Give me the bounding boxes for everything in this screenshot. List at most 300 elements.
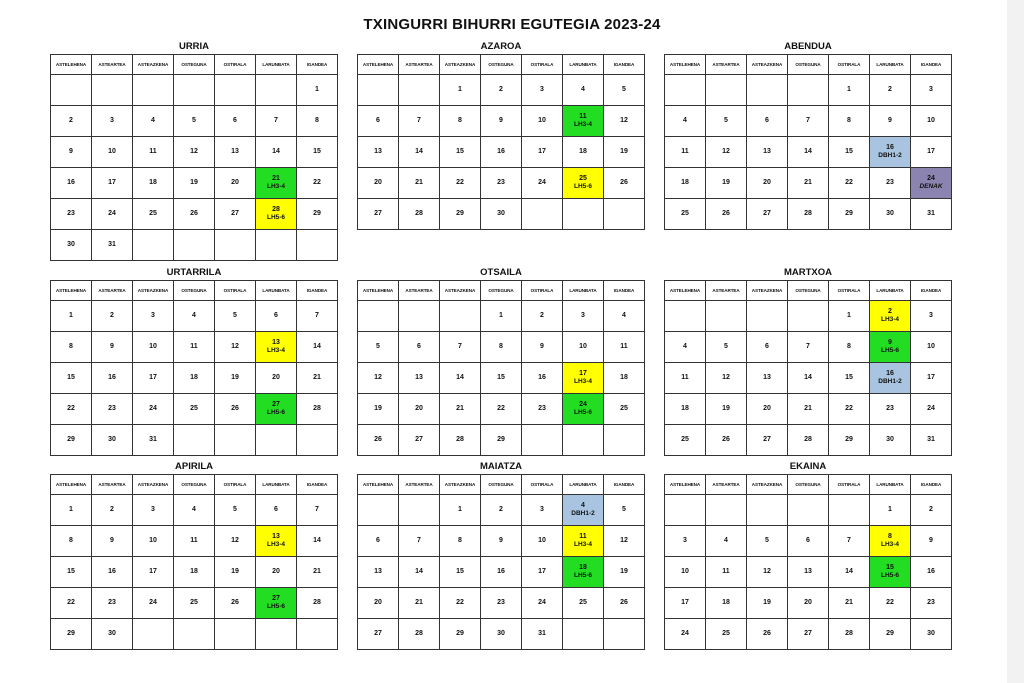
day-number: 10 [538, 117, 546, 124]
day-number: 22 [845, 405, 853, 412]
weekday-header: OSTIRALA [829, 281, 870, 301]
day-number: 30 [108, 630, 116, 637]
day-number: 15 [886, 564, 894, 571]
day-cell [440, 588, 481, 619]
day-cell [92, 495, 133, 526]
day-number: 27 [374, 630, 382, 637]
day-number: 10 [149, 343, 157, 350]
empty-cell [563, 199, 604, 230]
day-number: 23 [497, 179, 505, 186]
day-number: 22 [67, 405, 75, 412]
day-number: 27 [231, 210, 239, 217]
day-number: 9 [888, 117, 892, 124]
weekday-header: ASTEAZKENA [747, 475, 788, 495]
weekday-header: ASTEAZKENA [133, 281, 174, 301]
weekday-header: LARUNBATA [256, 475, 297, 495]
day-cell [788, 106, 829, 137]
month-title: APIRILA [175, 461, 213, 472]
day-cell [440, 168, 481, 199]
day-number: 17 [149, 568, 157, 575]
empty-cell [665, 301, 706, 332]
day-cell [92, 394, 133, 425]
week-row [358, 332, 645, 363]
day-cell [522, 137, 563, 168]
day-number: 24 [149, 405, 157, 412]
day-cell [829, 588, 870, 619]
month-table [664, 280, 952, 456]
day-number: 7 [806, 343, 810, 350]
day-number: 11 [190, 343, 198, 350]
day-cell [92, 106, 133, 137]
day-cell [440, 137, 481, 168]
event-label: LH3-4 [880, 316, 900, 323]
day-number: 18 [579, 564, 587, 571]
day-number: 28 [313, 599, 321, 606]
weekday-header: ASTEARTEA [399, 281, 440, 301]
day-number: 9 [499, 537, 503, 544]
week-row [665, 106, 952, 137]
day-number: 1 [69, 506, 73, 513]
day-number: 16 [67, 179, 75, 186]
week-row [51, 526, 338, 557]
weekday-header-row [358, 475, 645, 495]
day-cell [747, 106, 788, 137]
day-number: 4 [151, 117, 155, 124]
day-cell [297, 75, 338, 106]
month-urtarrila [50, 266, 338, 456]
day-cell [481, 619, 522, 650]
weekday-header-row [51, 475, 338, 495]
day-number: 5 [233, 312, 237, 319]
day-cell [481, 394, 522, 425]
day-cell [481, 75, 522, 106]
day-number: 2 [499, 86, 503, 93]
day-number: 16 [497, 568, 505, 575]
week-row [665, 363, 952, 394]
day-number: 9 [110, 343, 114, 350]
day-cell [358, 425, 399, 456]
day-cell [481, 425, 522, 456]
day-number: 23 [886, 405, 894, 412]
weekday-header-row [665, 281, 952, 301]
day-cell [440, 106, 481, 137]
event-label: LH5-6 [266, 214, 286, 221]
day-number: 16 [108, 568, 116, 575]
day-cell [481, 106, 522, 137]
day-number: 1 [315, 86, 319, 93]
week-row [51, 495, 338, 526]
day-number: 15 [845, 148, 853, 155]
week-row [51, 332, 338, 363]
month-title: OTSAILA [480, 267, 522, 278]
day-cell [399, 168, 440, 199]
day-number: 4 [192, 312, 196, 319]
day-cell [911, 332, 952, 363]
day-number: 1 [499, 312, 503, 319]
day-number: 30 [497, 630, 505, 637]
day-cell [829, 619, 870, 650]
weekday-header: IGANDEA [297, 55, 338, 75]
day-number: 29 [845, 210, 853, 217]
day-cell [399, 363, 440, 394]
week-row [665, 137, 952, 168]
day-cell [788, 557, 829, 588]
event-day-cell [563, 168, 604, 199]
day-cell [174, 332, 215, 363]
day-number: 20 [415, 405, 423, 412]
empty-cell [788, 495, 829, 526]
day-cell [911, 301, 952, 332]
day-number: 20 [804, 599, 812, 606]
day-cell [747, 137, 788, 168]
day-cell [51, 394, 92, 425]
day-cell [358, 137, 399, 168]
day-number: 11 [149, 148, 157, 155]
day-number: 26 [231, 599, 239, 606]
day-cell [215, 199, 256, 230]
day-number: 28 [845, 630, 853, 637]
day-number: 23 [886, 179, 894, 186]
day-number: 24 [108, 210, 116, 217]
page-title: TXINGURRI BIHURRI EGUTEGIA 2023-24 [363, 16, 661, 33]
weekday-header: OSTIRALA [522, 55, 563, 75]
day-cell [358, 588, 399, 619]
empty-cell [256, 230, 297, 261]
day-number: 25 [620, 405, 628, 412]
day-cell [522, 619, 563, 650]
event-day-cell [563, 557, 604, 588]
day-number: 6 [765, 343, 769, 350]
week-row [358, 394, 645, 425]
day-number: 4 [724, 537, 728, 544]
event-label: DBH1-2 [878, 152, 902, 159]
day-cell [92, 588, 133, 619]
day-cell [706, 588, 747, 619]
day-number: 14 [415, 568, 423, 575]
week-row [358, 363, 645, 394]
weekday-header: OSTEGUNA [788, 475, 829, 495]
empty-cell [665, 495, 706, 526]
day-cell [706, 168, 747, 199]
day-cell [665, 425, 706, 456]
week-row [665, 199, 952, 230]
weekday-header: ASTELEHENA [51, 475, 92, 495]
day-number: 29 [67, 630, 75, 637]
day-number: 21 [456, 405, 464, 412]
month-otsaila [357, 266, 645, 456]
day-number: 26 [374, 436, 382, 443]
day-cell [604, 363, 645, 394]
day-number: 19 [620, 148, 628, 155]
event-label: DENAK [919, 183, 943, 190]
day-cell [399, 526, 440, 557]
month-table [357, 54, 645, 230]
event-label: LH5-6 [266, 409, 286, 416]
empty-cell [133, 230, 174, 261]
day-cell [133, 495, 174, 526]
day-cell [215, 588, 256, 619]
event-day-cell [870, 363, 911, 394]
weekday-header: OSTIRALA [215, 475, 256, 495]
day-number: 25 [681, 436, 689, 443]
day-number: 13 [231, 148, 239, 155]
day-cell [604, 588, 645, 619]
empty-cell [440, 301, 481, 332]
week-row [665, 394, 952, 425]
empty-cell [297, 425, 338, 456]
day-cell [481, 301, 522, 332]
day-number: 17 [108, 179, 116, 186]
day-number: 14 [804, 374, 812, 381]
day-number: 12 [190, 148, 198, 155]
week-row [665, 75, 952, 106]
day-number: 19 [231, 568, 239, 575]
weekday-header: LARUNBATA [256, 55, 297, 75]
day-number: 19 [722, 179, 730, 186]
day-cell [133, 557, 174, 588]
day-number: 10 [927, 343, 935, 350]
weekday-header: LARUNBATA [563, 281, 604, 301]
day-cell [870, 495, 911, 526]
day-number: 7 [315, 312, 319, 319]
weekday-header: ASTELEHENA [51, 281, 92, 301]
weekday-header: ASTELEHENA [51, 55, 92, 75]
day-cell [440, 199, 481, 230]
weekday-header: IGANDEA [604, 475, 645, 495]
day-cell [51, 106, 92, 137]
day-number: 22 [497, 405, 505, 412]
day-cell [604, 332, 645, 363]
weekday-header: IGANDEA [604, 281, 645, 301]
weekday-header: ASTELEHENA [665, 281, 706, 301]
empty-cell [665, 75, 706, 106]
empty-cell [215, 230, 256, 261]
weekday-header-row [51, 55, 338, 75]
day-cell [665, 332, 706, 363]
day-cell [911, 394, 952, 425]
day-number: 4 [192, 506, 196, 513]
empty-cell [51, 75, 92, 106]
day-cell [522, 526, 563, 557]
day-number: 21 [415, 179, 423, 186]
day-number: 2 [110, 506, 114, 513]
event-day-cell [563, 363, 604, 394]
day-number: 29 [456, 630, 464, 637]
empty-cell [706, 301, 747, 332]
day-cell [604, 137, 645, 168]
day-number: 2 [69, 117, 73, 124]
day-number: 9 [69, 148, 73, 155]
day-number: 18 [722, 599, 730, 606]
day-cell [51, 168, 92, 199]
day-number: 19 [231, 374, 239, 381]
day-cell [481, 526, 522, 557]
day-cell [297, 301, 338, 332]
day-cell [133, 106, 174, 137]
day-number: 27 [804, 630, 812, 637]
weekday-header: ASTEAZKENA [747, 281, 788, 301]
day-number: 3 [929, 86, 933, 93]
day-number: 10 [538, 537, 546, 544]
day-number: 5 [622, 86, 626, 93]
weekday-header: OSTEGUNA [788, 281, 829, 301]
day-number: 7 [806, 117, 810, 124]
weekday-header: OSTEGUNA [174, 281, 215, 301]
day-cell [51, 526, 92, 557]
day-number: 7 [847, 537, 851, 544]
day-cell [522, 106, 563, 137]
day-cell [51, 363, 92, 394]
day-cell [522, 394, 563, 425]
day-cell [522, 168, 563, 199]
day-cell [358, 168, 399, 199]
week-row [51, 619, 338, 650]
week-row [51, 363, 338, 394]
day-cell [133, 526, 174, 557]
weekday-header: LARUNBATA [256, 281, 297, 301]
day-number: 14 [415, 148, 423, 155]
weekday-header: LARUNBATA [563, 55, 604, 75]
day-number: 20 [763, 179, 771, 186]
day-cell [665, 394, 706, 425]
weekday-header: ASTELEHENA [358, 281, 399, 301]
day-number: 30 [927, 630, 935, 637]
day-number: 8 [458, 537, 462, 544]
week-row [358, 588, 645, 619]
event-label: DBH1-2 [571, 510, 595, 517]
day-number: 16 [886, 370, 894, 377]
week-row [358, 199, 645, 230]
day-number: 24 [149, 599, 157, 606]
day-number: 2 [540, 312, 544, 319]
day-number: 19 [190, 179, 198, 186]
day-number: 3 [683, 537, 687, 544]
month-table [50, 54, 338, 261]
empty-cell [174, 619, 215, 650]
day-cell [604, 75, 645, 106]
day-number: 17 [538, 148, 546, 155]
day-cell [215, 557, 256, 588]
day-number: 21 [804, 179, 812, 186]
day-number: 29 [497, 436, 505, 443]
empty-cell [706, 75, 747, 106]
week-row [358, 106, 645, 137]
day-number: 26 [620, 599, 628, 606]
day-cell [481, 588, 522, 619]
day-number: 16 [538, 374, 546, 381]
day-number: 14 [313, 537, 321, 544]
weekday-header: ASTEAZKENA [440, 475, 481, 495]
day-number: 27 [374, 210, 382, 217]
day-number: 15 [456, 568, 464, 575]
day-cell [440, 332, 481, 363]
empty-cell [563, 619, 604, 650]
empty-cell [174, 230, 215, 261]
day-number: 19 [374, 405, 382, 412]
week-row [51, 199, 338, 230]
day-cell [297, 168, 338, 199]
day-cell [481, 168, 522, 199]
day-cell [133, 301, 174, 332]
day-number: 25 [579, 599, 587, 606]
day-number: 14 [845, 568, 853, 575]
day-cell [706, 619, 747, 650]
day-cell [870, 619, 911, 650]
day-number: 13 [415, 374, 423, 381]
day-number: 8 [847, 117, 851, 124]
weekday-header: LARUNBATA [563, 475, 604, 495]
day-cell [481, 363, 522, 394]
day-cell [481, 137, 522, 168]
event-day-cell [870, 557, 911, 588]
empty-cell [297, 619, 338, 650]
day-number: 17 [579, 370, 587, 377]
day-cell [358, 106, 399, 137]
weekday-header: OSTEGUNA [788, 55, 829, 75]
weekday-header-row [51, 281, 338, 301]
weekday-header-row [358, 55, 645, 75]
day-cell [358, 332, 399, 363]
event-day-cell [870, 301, 911, 332]
day-number: 10 [681, 568, 689, 575]
day-cell [92, 301, 133, 332]
day-cell [665, 168, 706, 199]
day-cell [440, 425, 481, 456]
day-number: 15 [497, 374, 505, 381]
event-day-cell [911, 168, 952, 199]
day-cell [215, 106, 256, 137]
day-cell [256, 137, 297, 168]
day-cell [788, 199, 829, 230]
event-day-cell [256, 332, 297, 363]
weekday-header: ASTEARTEA [706, 281, 747, 301]
weekday-header: IGANDEA [297, 281, 338, 301]
day-cell [911, 106, 952, 137]
week-row [51, 301, 338, 332]
month-table [50, 280, 338, 456]
day-cell [747, 588, 788, 619]
day-number: 5 [724, 343, 728, 350]
day-cell [747, 394, 788, 425]
day-cell [788, 619, 829, 650]
day-number: 4 [683, 343, 687, 350]
weekday-header: IGANDEA [297, 475, 338, 495]
day-cell [604, 526, 645, 557]
weekday-header: ASTEARTEA [92, 55, 133, 75]
month-azaroa [357, 40, 645, 230]
day-number: 26 [722, 436, 730, 443]
day-number: 23 [927, 599, 935, 606]
day-number: 29 [886, 630, 894, 637]
event-label: LH5-6 [880, 572, 900, 579]
day-number: 3 [540, 86, 544, 93]
day-number: 14 [456, 374, 464, 381]
day-number: 12 [722, 374, 730, 381]
day-cell [297, 394, 338, 425]
day-cell [829, 526, 870, 557]
week-row [358, 526, 645, 557]
day-cell [829, 301, 870, 332]
empty-cell [399, 301, 440, 332]
day-cell [870, 106, 911, 137]
day-number: 9 [110, 537, 114, 544]
week-row [51, 588, 338, 619]
day-number: 25 [722, 630, 730, 637]
day-cell [174, 199, 215, 230]
day-number: 3 [151, 312, 155, 319]
day-number: 21 [313, 374, 321, 381]
day-cell [215, 301, 256, 332]
